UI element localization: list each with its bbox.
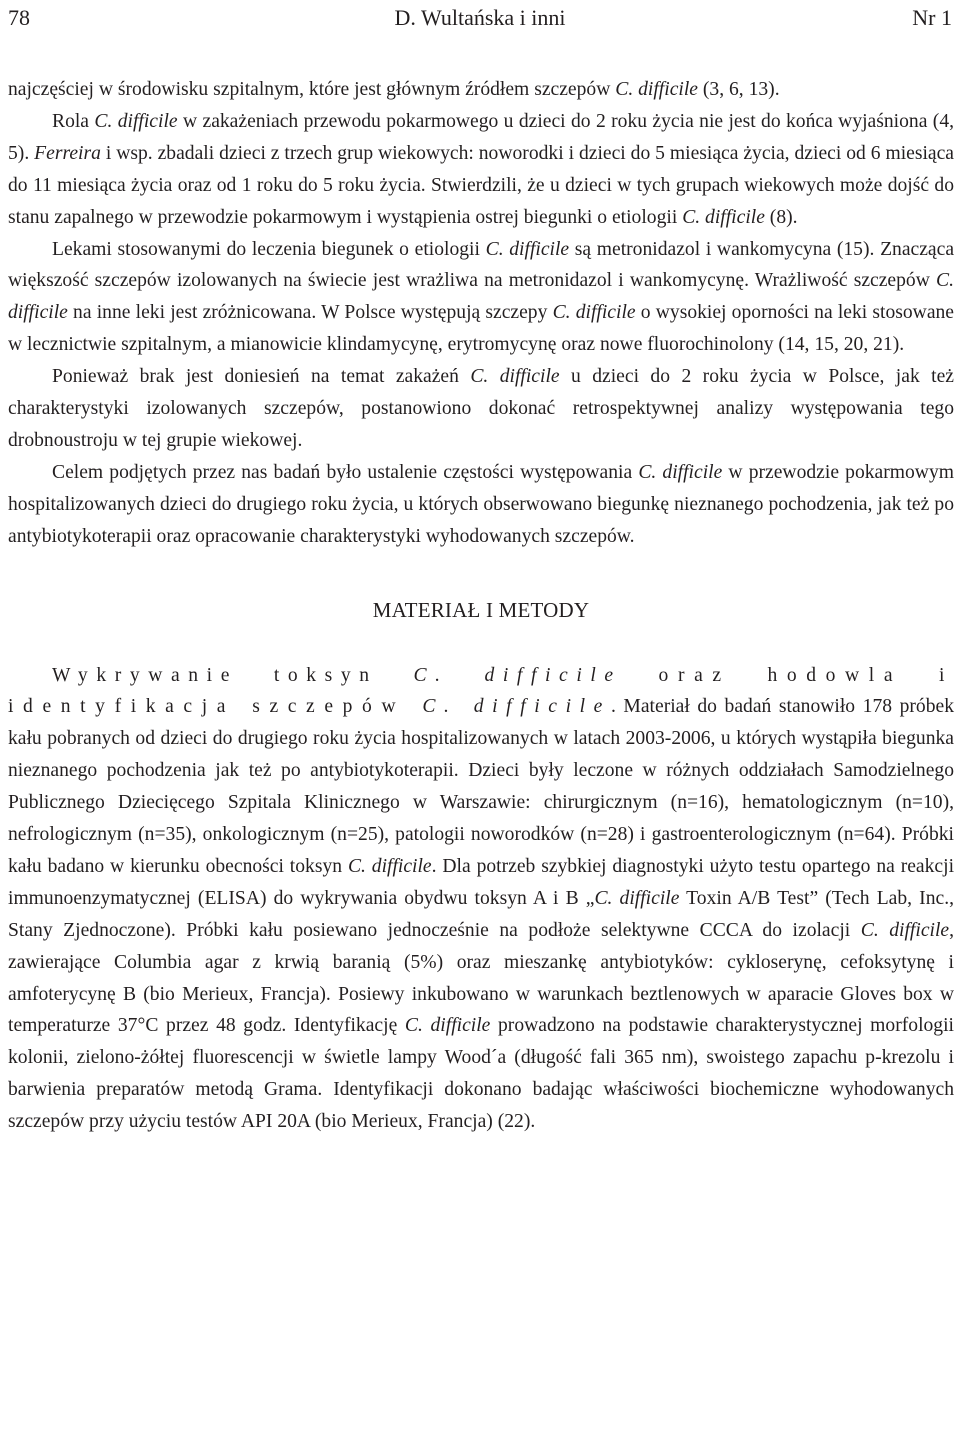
- page-number: 78: [8, 5, 30, 30]
- paragraph-5: [8, 457, 954, 553]
- species-name: C. difficile: [860, 919, 950, 941]
- text-run: prowadzono na podstawie charakterystycznej morfologii kolonii, zielono-żółtej fluorescencji w świetle lampy Wood´a (długość fali 365 nm), swoistego zapachu p-krezolu i barwienia preparatów metodą Grama. Identyfikacji dokonano badając właściwości biochemiczne wyhodowanych szczepów przy użyciu testów API 20A (bio Merieux, Francja) (22).: [8, 1015, 954, 1133]
- species-name: C. difficile: [413, 664, 622, 686]
- text-run: i wsp. zbadali dzieci z trzech grup wiekowych: noworodki i dzieci do 5 miesiąca życia, dzieci od 6 miesiąca do 11 miesiąca życia oraz od 1 roku do 5 roku życia. Stwierdzili, że u dzieci w tych grupach wiekowych może dojść do stanu zapalnego w przewodzie pokarmowym i wystąpienia ostrej biegunki o etiologii: [8, 142, 954, 228]
- author-name: Ferreira: [34, 142, 101, 164]
- issue-number: Nr 1: [912, 5, 952, 30]
- running-header: [8, 2, 952, 34]
- running-head-authors: D. Wultańska i inni: [394, 5, 566, 30]
- text-run: Rola: [52, 110, 95, 132]
- text-run: Toxin A/B Test” (Tech Lab, Inc., Stany Zjednoczone). Próbki kału posiewano jednocześnie na podłoże selektywne CCCA do izolacji: [8, 887, 954, 941]
- species-name: C. difficile: [404, 1015, 491, 1037]
- species-name: C. difficile: [8, 270, 954, 324]
- section-heading: MATERIAŁ I METODY: [372, 597, 590, 622]
- subsection-heading: Wykrywanie toksyn: [52, 664, 414, 686]
- species-name: C. difficile: [422, 696, 611, 718]
- paragraph-6: [8, 660, 954, 1139]
- paragraph-1: [8, 74, 954, 106]
- species-name: C. difficile: [485, 238, 570, 260]
- species-name: C. difficile: [347, 855, 432, 877]
- article-body: [8, 74, 954, 1138]
- text-run: Ponieważ brak jest doniesień na temat zakażeń: [52, 366, 471, 388]
- text-run: najczęściej w środowisku szpitalnym, które jest głównym źródłem szczepów: [8, 79, 616, 100]
- text-run: na inne leki jest zróżnicowana. W Polsce występują szczepy: [67, 302, 553, 324]
- text-run: o wysokiej oporności na leki stosowane w lecznictwie szpitalnym, a mianowicie klindamycynę, erytromycynę oraz nowe fluorochinolony (14, 15, 20, 21).: [8, 302, 955, 356]
- species-name: C. difficile: [682, 206, 765, 228]
- text-run: są metronidazol i wankomycyna (15). Znacząca większość szczepów izolowanych na świecie jest wrażliwa na metronidazol i wankomycynę. Wrażliwość szczepów: [8, 238, 955, 292]
- text-run: Lekami stosowanymi do leczenia biegunek o etiologii: [52, 238, 486, 260]
- text-run: , zawierające Columbia agar z krwią baranią (5%) oraz mieszankę antybiotyków: cykloserynę, cefoksytynę i amfoterycynę B (bio Merieux, Francja). Posiewy inkubowano w warunkach beztlenowych w aparacie Gloves box w temperaturze 37°C przez 48 godz. Identyfikację: [8, 919, 955, 1037]
- text-run: w przewodzie pokarmowym hospitalizowanych dzieci do drugiego roku życia, u których obserwowano biegunkę nieznanego pochodzenia, jak też po antybiotykoterapii oraz opracowanie charakterystyki wyhodowanych szczepów.: [8, 461, 954, 547]
- species-name: C. difficile: [552, 302, 636, 324]
- text-run: . Dla potrzeb szybkiej diagnostyki użyto testu opartego na reakcji immunoenzymatycznej (ELISA) do wykrywania obydwu toksyn A i B „: [8, 855, 955, 909]
- species-name: C. difficile: [594, 887, 680, 909]
- species-name: C. difficile: [615, 79, 698, 100]
- text-run: Celem podjętych przez nas badań było ustalenie częstości występowania: [52, 461, 639, 483]
- text-run: . Materiał do badań stanowiło 178 próbek kału pobranych od dzieci do drugiego roku życia hospitalizowanych w latach 2003-2006, u których wystąpiła biegunka nieznanego pochodzenia jak też po antybiotykoterapii. Dzieci były leczone w różnych oddziałach Samodzielnego Publicznego Dziecięcego Szpitala Klinicznego w Warszawie: chirurgicznym (n=16), hematologicznym (n=10), nefrologicznym (n=35), onkologicznym (n=25), patologii noworodków (n=28) i gastroenterologicznym (n=64). Próbki kału badano w kierunku obecności toksyn: [8, 696, 955, 877]
- paragraph-4: [8, 361, 954, 457]
- text-run: (8).: [764, 206, 798, 228]
- text-run: (3, 6, 13).: [697, 79, 780, 100]
- paragraph-3: [8, 234, 954, 362]
- species-name: C. difficile: [470, 366, 560, 388]
- text-run: w zakażeniach przewodu pokarmowego u dzieci do 2 roku życia nie jest do końca wyjaśniona (4, 5).: [8, 110, 955, 164]
- species-name: C. difficile: [94, 110, 178, 132]
- paragraph-2: [8, 106, 954, 234]
- species-name: C. difficile: [638, 461, 723, 483]
- subsection-heading: oraz hodowla i identyfikacja szczepów: [8, 664, 954, 718]
- text-run: u dzieci do 2 roku życia w Polsce, jak też charakterystyki izolowanych szczepów, postanowiono dokonać retrospektywnej analizy występowania tego drobnoustroju w tej grupie wiekowej.: [8, 366, 954, 451]
